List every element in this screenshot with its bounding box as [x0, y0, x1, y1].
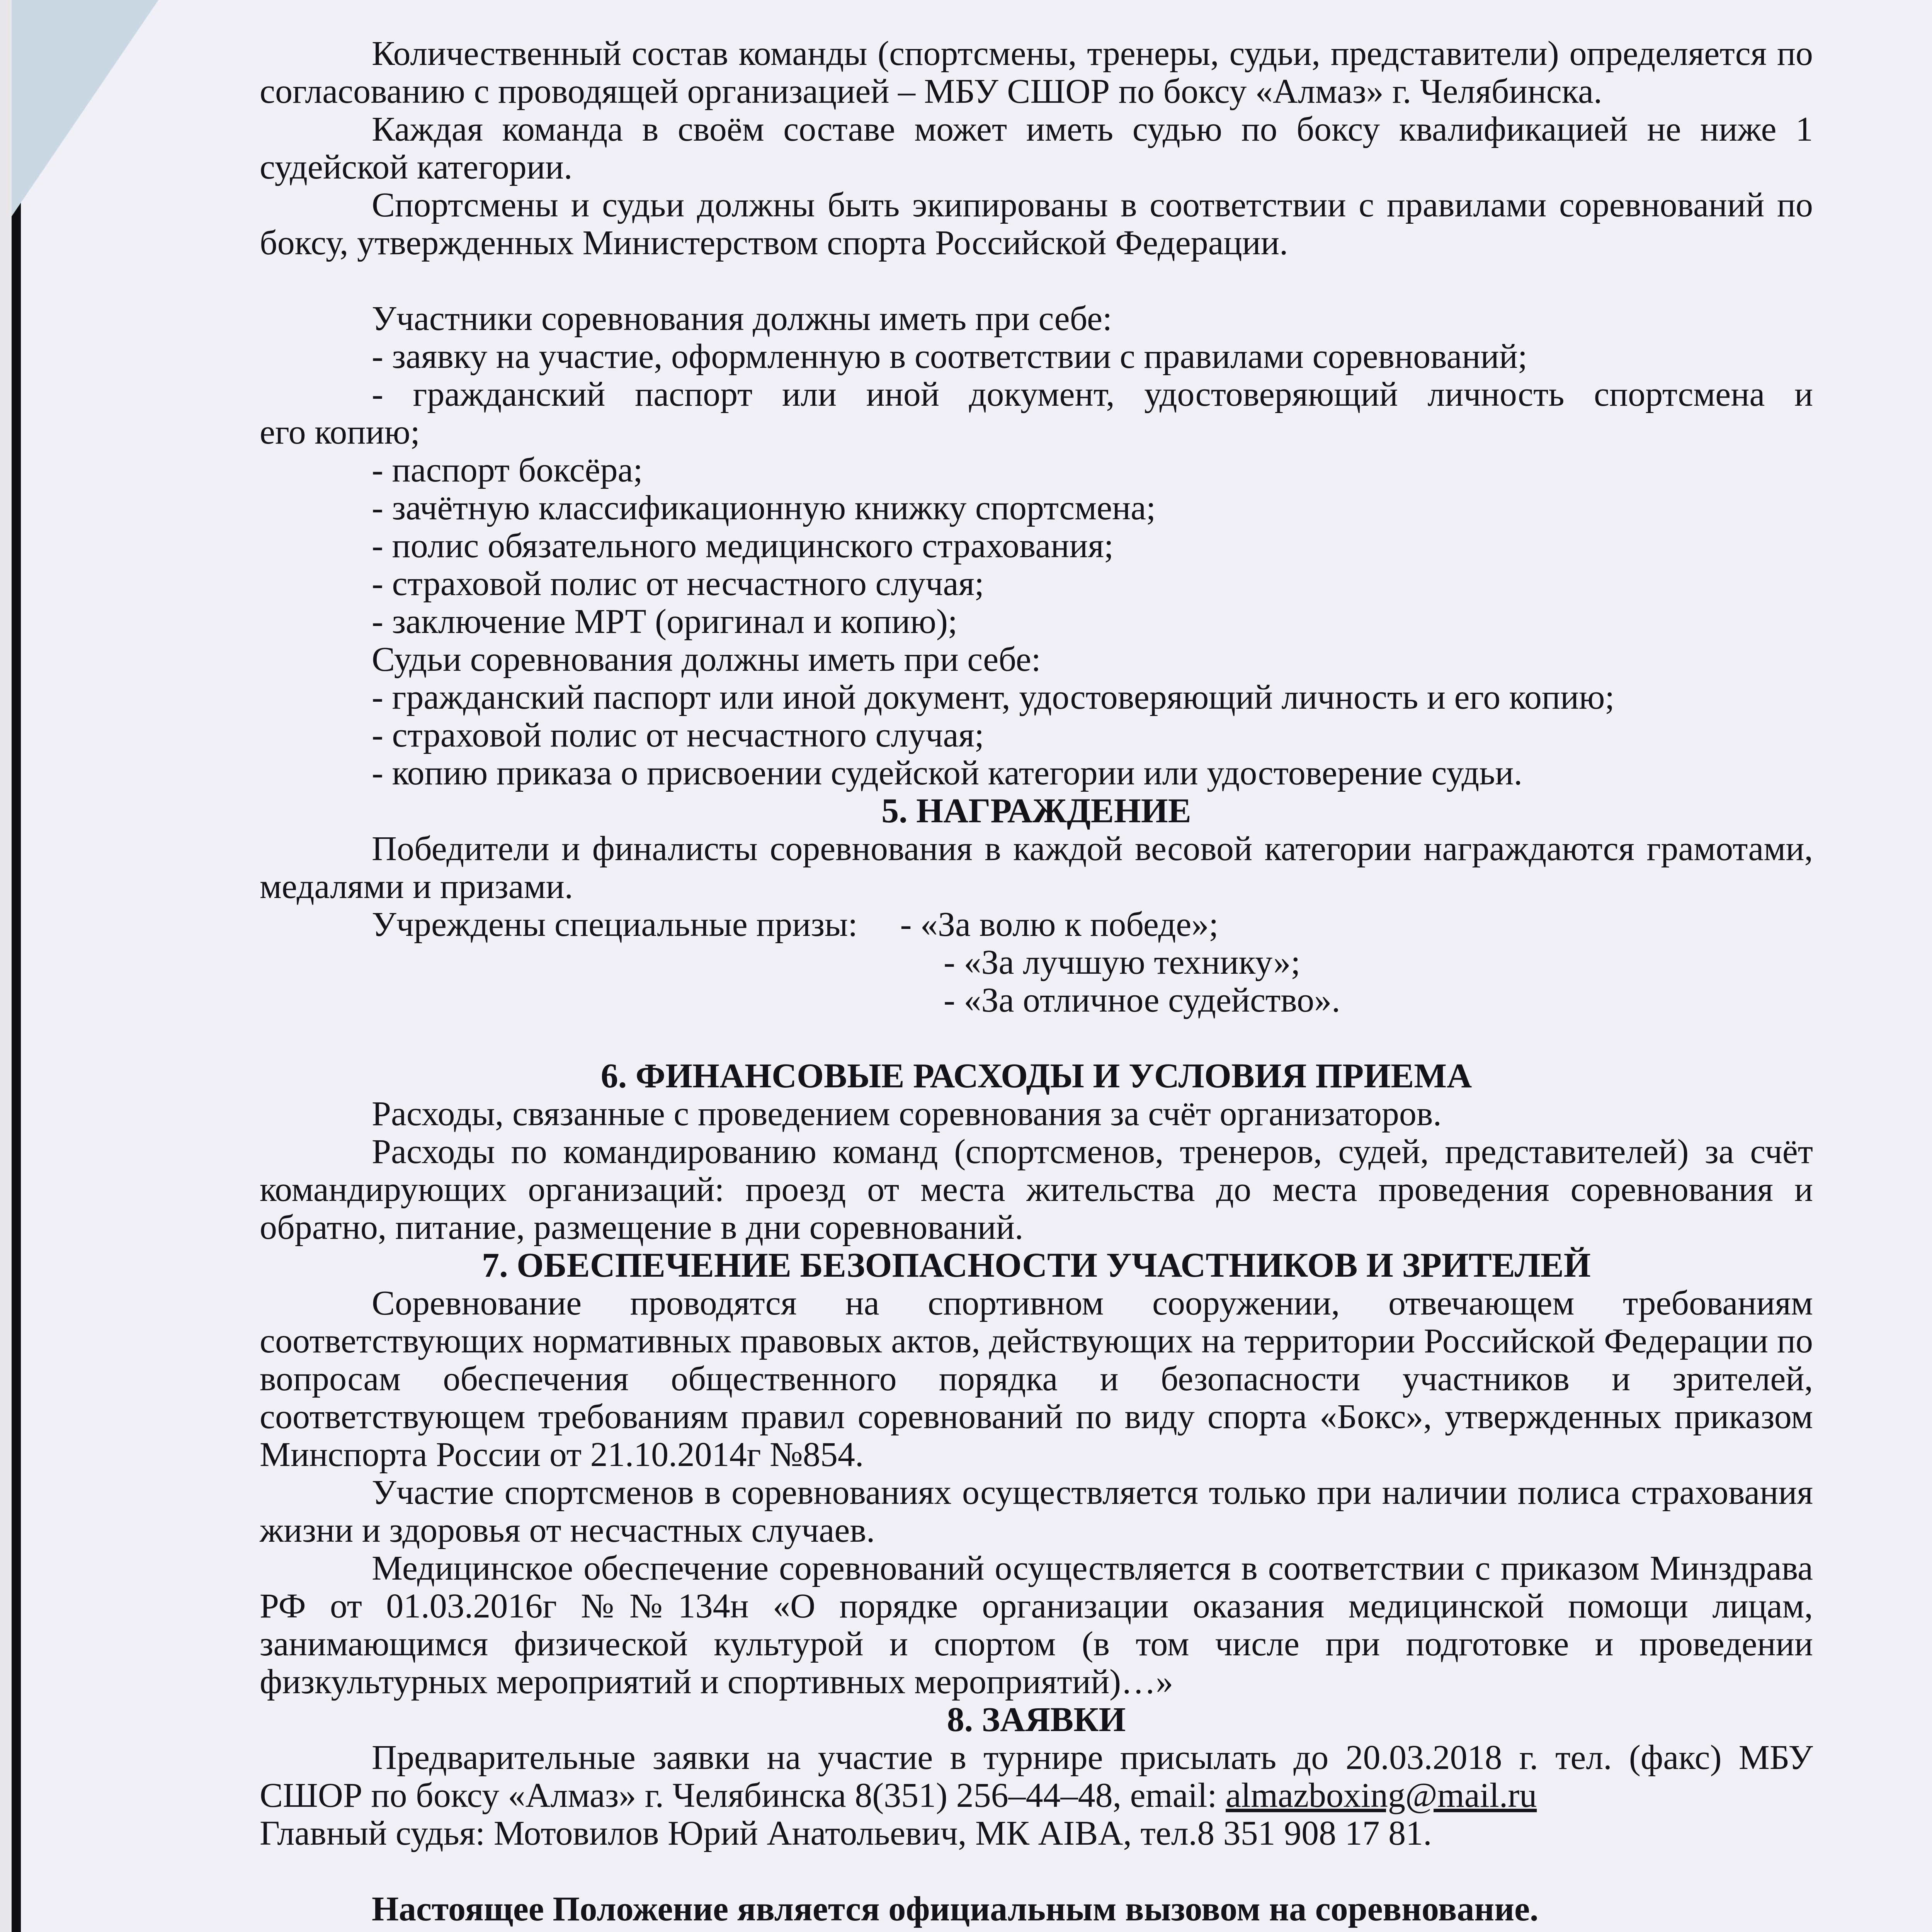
document-body [260, 35, 1813, 1928]
prizes-row [260, 906, 1813, 944]
prize-item: - «За волю к победе»; [900, 905, 1219, 944]
participants-item: - полис обязательного медицинского страхования; [372, 527, 1114, 565]
email-link[interactable]: almazboxing@mail.ru [1226, 1776, 1537, 1815]
participants-item: - гражданский паспорт или иной документ, удостоверяющий личность спортсмена и [372, 375, 1813, 413]
section-7-venue: Соревнование проводятся на спортивном сооружении, отвечающем требованиям соответствующих нормативных правовых актов, действующих на территории Российской Федерации по вопросам обеспечения общественного порядка и безопасности участников и зрителей, соответствующем требованиям правил соревнований по виду спорта «Бокс», утвержденных приказом Минспорта России от 21.10.2014г №854. [260, 1284, 1813, 1474]
participants-item: - заявку на участие, оформленную в соответствии с правилами соревнований; [372, 337, 1527, 376]
section-7-medical: Медицинское обеспечение соревнований осуществляется в соответствии с приказом Минздрава РФ от 01.03.2016г №№134н «О порядке организации оказания медицинской помощи лицам, занимающимся физической культурой и спортом (в том числе при подготовке и проведении физкультурных мероприятий и спортивных мероприятий)…» [260, 1549, 1813, 1701]
spacer [260, 1852, 1813, 1890]
prize-item: - «За отличное судейство». [944, 981, 1340, 1019]
prizes-lead: Учреждены специальные призы: [372, 905, 858, 944]
judges-item: - гражданский паспорт или иной документ, удостоверяющий личность и его копию; [372, 678, 1615, 716]
participants-lead: Участники соревнования должны иметь при себе: [372, 299, 1112, 338]
section-5-heading: 5. НАГРАЖДЕНИЕ [881, 792, 1191, 830]
spacer [260, 1019, 1813, 1057]
participants-item: - страховой полис от несчастного случая; [372, 565, 984, 603]
official-invitation-note: Настоящее Положение является официальным вызовом на соревнование. [372, 1890, 1539, 1928]
section-5-awards-text: Победители и финалисты соревнования в каждой весовой категории награждаются грамотами, медалями и призами. [260, 830, 1813, 906]
section-7-insurance: Участие спортсменов в соревнованиях осуществляется только при наличии полиса страхования жизни и здоровья от несчастных случаев. [260, 1473, 1813, 1549]
prize-item: - «За лучшую технику»; [944, 943, 1301, 981]
section-8-heading: 8. ЗАЯВКИ [947, 1701, 1126, 1739]
section-6-heading: 6. ФИНАНСОВЫЕ РАСХОДЫ И УСЛОВИЯ ПРИЕМА [600, 1057, 1472, 1095]
participants-item: - паспорт боксёра; [372, 451, 643, 489]
applications-text: Предварительные заявки на участие в турнире присылать до 20.03.2018 г. тел. (факс) МБУ СШОР по боксу «Алмаз» г. Челябинска 8(351) 256–44–48, email: [260, 1738, 1813, 1815]
participants-item: - зачётную классификационную книжку спортсмена; [372, 489, 1156, 527]
participants-item: - заключение МРТ (оригинал и копию); [372, 602, 957, 641]
participants-item-continuation: его копию; [260, 413, 420, 451]
judges-item: - страховой полис от несчастного случая; [372, 716, 984, 754]
chief-judge: Главный судья: Мотовилов Юрий Анатольевич, МК AIBA, тел.8 351 908 17 81. [260, 1814, 1432, 1852]
section-6-travel-costs: Расходы по командированию команд (спортсменов, тренеров, судей, представителей) за счёт командирующих организаций: проезд от места жительства до места проведения соревнования и обратно, питание, размещение в дни соревнований. [260, 1133, 1813, 1247]
section-8-applications [260, 1739, 1813, 1815]
intro-equipment: Спортсмены и судьи должны быть экипированы в соответствии с правилами соревнований по боксу, утвержденных Министерством спорта Российской Федерации. [260, 186, 1813, 262]
intro-team-composition: Количественный состав команды (спортсмены, тренеры, судьи, представители) определяется по согласованию с проводящей организацией – МБУ СШОР по боксу «Алмаз» г. Челябинска. [260, 34, 1813, 111]
folded-corner [12, 0, 158, 216]
intro-judge-qualification: Каждая команда в своём составе может иметь судью по боксу квалификацией не ниже 1 судейской категории. [260, 110, 1813, 186]
judges-lead: Судьи соревнования должны иметь при себе: [372, 640, 1041, 679]
judges-item: - копию приказа о присвоении судейской категории или удостоверение судьи. [372, 754, 1522, 792]
section-7-heading: 7. ОБЕСПЕЧЕНИЕ БЕЗОПАСНОСТИ УЧАСТНИКОВ И ЗРИТЕЛЕЙ [482, 1246, 1591, 1284]
spacer [260, 262, 1813, 300]
section-6-organizer-costs: Расходы, связанные с проведением соревнования за счёт организаторов. [372, 1095, 1442, 1133]
